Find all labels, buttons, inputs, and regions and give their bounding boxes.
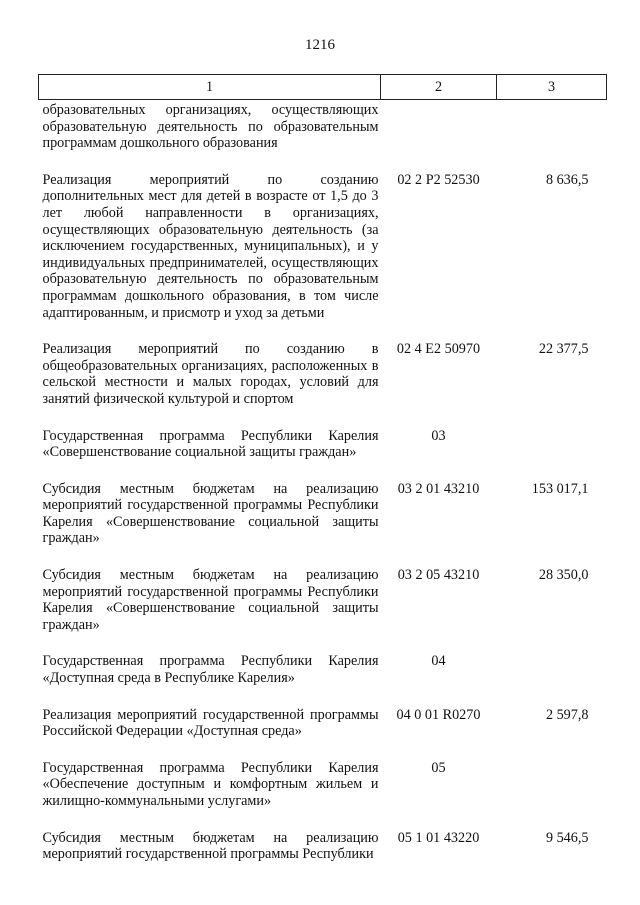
row-amount: 153 017,1 bbox=[531, 480, 589, 497]
table-row bbox=[39, 687, 607, 740]
row-name: Субсидия местным бюджетам на реализацию мероприятий государственной программы Республики Карелия «Совершенствование социальной защиты граждан» bbox=[42, 480, 379, 547]
table-row bbox=[39, 547, 607, 633]
row-code bbox=[381, 100, 497, 152]
row-name: Реализация мероприятий по созданию дополнительных мест для детей в возрасте от 1,5 до 3 лет любой направленности в организациях, осуществляющих образовательную деятельность (за исключением государственных, муниципальных), и у индивидуальных предпринимателей, осуществляющих образовательную деятельность по образовательным программам дошкольного образования, в том числе адаптированным, и присмотр и уход за детьми bbox=[42, 171, 379, 321]
row-name: Государственная программа Республики Карелия «Доступная среда в Республике Карелия» bbox=[42, 653, 379, 687]
row-amount bbox=[497, 100, 607, 152]
table-row bbox=[39, 100, 607, 152]
row-amount: 28 350,0 bbox=[538, 567, 589, 584]
row-name: Субсидия местным бюджетам на реализацию мероприятий государственной программы Республики bbox=[42, 829, 379, 863]
column-header-1: 1 bbox=[39, 75, 381, 100]
row-name: образовательных организациях, осуществляющих образовательную деятельность по образовательным программам дошкольного образования bbox=[42, 102, 379, 152]
row-amount bbox=[497, 740, 607, 810]
table-row bbox=[39, 152, 607, 321]
row-code: 02 2 P2 52530 bbox=[397, 171, 480, 188]
row-code: 03 bbox=[431, 427, 446, 444]
row-name: Субсидия местным бюджетам на реализацию мероприятий государственной программы Республики Карелия «Совершенствование социальной защиты граждан» bbox=[42, 567, 379, 633]
row-code: 05 1 01 43220 bbox=[397, 829, 480, 846]
row-name: Реализация мероприятий по созданию в общеобразовательных организациях, расположенных в сельской местности и малых городах, условий для занятий физической культурой и спортом bbox=[42, 341, 379, 407]
row-code: 03 2 05 43210 bbox=[397, 567, 480, 584]
row-amount bbox=[497, 633, 607, 686]
table-row bbox=[39, 321, 607, 407]
row-code: 04 0 01 R0270 bbox=[396, 706, 481, 723]
table-row bbox=[39, 461, 607, 547]
row-amount: 8 636,5 bbox=[545, 171, 589, 188]
table-row bbox=[39, 408, 607, 461]
page-number: 1216 bbox=[305, 37, 335, 53]
table-row bbox=[39, 633, 607, 686]
row-amount: 9 546,5 bbox=[545, 829, 589, 846]
row-code: 04 bbox=[431, 653, 446, 670]
row-name: Государственная программа Республики Карелия «Обеспечение доступным и комфортным жильем и жилищно-коммунальными услугами» bbox=[42, 759, 379, 809]
row-name: Реализация мероприятий государственной программы Российской Федерации «Доступная среда» bbox=[42, 706, 379, 740]
table-header-row bbox=[39, 75, 607, 100]
column-header-2: 2 bbox=[381, 75, 497, 100]
row-name: Государственная программа Республики Карелия «Совершенствование социальной защиты граждан» bbox=[42, 427, 379, 461]
row-code: 05 bbox=[431, 759, 446, 776]
row-amount bbox=[497, 408, 607, 461]
table-row bbox=[39, 740, 607, 810]
row-code: 02 4 E2 50970 bbox=[396, 341, 481, 358]
column-header-3: 3 bbox=[497, 75, 607, 100]
row-amount: 22 377,5 bbox=[538, 341, 589, 358]
row-amount: 2 597,8 bbox=[545, 706, 589, 723]
table-row bbox=[39, 810, 607, 863]
budget-table bbox=[38, 74, 607, 863]
row-code: 03 2 01 43210 bbox=[397, 480, 480, 497]
